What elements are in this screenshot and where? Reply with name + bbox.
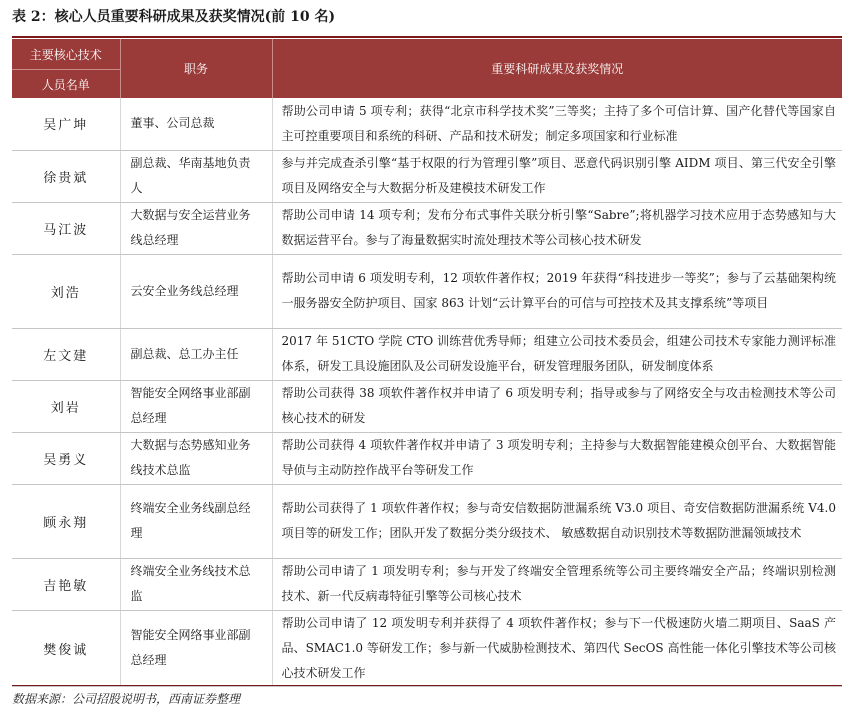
data-source-note: 数据来源：公司招股说明书，西南证券整理 <box>12 692 241 706</box>
table-row <box>12 610 842 686</box>
table-row <box>12 328 842 380</box>
staff-name: 顾永翔 <box>12 484 120 558</box>
header-achievements: 重要科研成果及获奖情况 <box>272 39 842 98</box>
staff-position: 董事、公司总裁 <box>120 98 272 150</box>
staff-name: 吉艳敏 <box>12 558 120 610</box>
staff-name: 马江波 <box>12 202 120 254</box>
header-staff-line1: 主要核心技术 <box>29 47 102 62</box>
staff-position: 大数据与安全运营业务线总经理 <box>120 202 272 254</box>
staff-position: 大数据与态势感知业务线技术总监 <box>120 432 272 484</box>
table-row <box>12 150 842 202</box>
staff-achievements: 帮助公司申请 5 项专利；获得“北京市科学技术奖”三等奖；主持了多个可信计算、国产化替代等国家自主可控重要项目和系统的科研、产品和技术研发；制定多项国家和行业标准 <box>272 98 842 150</box>
staff-name: 刘岩 <box>12 380 120 432</box>
staff-position: 智能安全网络事业部副总经理 <box>120 610 272 686</box>
staff-achievements: 帮助公司申请了 1 项发明专利；参与开发了终端安全管理系统等公司主要终端安全产品；终端识别检测技术、新一代反病毒特征引擎等公司核心技术 <box>272 558 842 610</box>
staff-name: 樊俊诚 <box>12 610 120 686</box>
table-row <box>12 202 842 254</box>
staff-achievements: 帮助公司申请 14 项专利；发布分布式事件关联分析引擎“Sabre”;将机器学习技术应用于态势感知与大数据运营平台。参与了海量数据实时流处理技术等公司核心技术研发 <box>272 202 842 254</box>
header-staff-list-2 <box>12 70 120 99</box>
staff-position: 终端安全业务线副总经理 <box>120 484 272 558</box>
staff-position: 副总裁、总工办主任 <box>120 328 272 380</box>
staff-name: 左文建 <box>12 328 120 380</box>
header-position: 职务 <box>120 39 272 98</box>
table-row <box>12 254 842 328</box>
staff-achievements: 帮助公司申请了 12 项发明专利并获得了 4 项软件著作权；参与下一代极速防火墙二期项目、SaaS 产品、SMAC1.0 等研发工作；参与新一代威胁检测技术、第四代 SecOS 高性能一体化引擎技术等公司核心技术研发工作 <box>272 610 842 686</box>
table-row <box>12 558 842 610</box>
staff-name: 吴勇义 <box>12 432 120 484</box>
staff-name: 徐贵斌 <box>12 150 120 202</box>
staff-position: 副总裁、华南基地负责人 <box>120 150 272 202</box>
staff-position: 终端安全业务线技术总监 <box>120 558 272 610</box>
table-row <box>12 484 842 558</box>
title-divider <box>12 36 842 38</box>
staff-achievements: 帮助公司获得 38 项软件著作权并申请了 6 项发明专利；指导或参与了网络安全与攻击检测技术等公司 核心技术的研发 <box>272 380 842 432</box>
staff-position: 智能安全网络事业部副总经理 <box>120 380 272 432</box>
staff-name: 吴广坤 <box>12 98 120 150</box>
table-row <box>12 432 842 484</box>
staff-achievements: 参与并完成查杀引擎“基于权限的行为管理引擎”项目、恶意代码识别引擎 AIDM 项目、第三代安全引擎项目及网络安全与大数据分析及建模技术研发工作 <box>272 150 842 202</box>
staff-achievements: 帮助公司申请 6 项发明专利，12 项软件著作权；2019 年获得“科技进步一等奖”；参与了云基础架构统一服务器安全防护项目、国家 863 计划“云计算平台的可信与可控技术及其支撑系统”等项目 <box>272 254 842 328</box>
table-row <box>12 380 842 432</box>
header-staff-list <box>12 39 120 70</box>
staff-achievements: 帮助公司获得 4 项软件著作权并申请了 3 项发明专利；主持参与大数据智能建模众创平台、大数据智能导侦与主动防控作战平台等研发工作 <box>272 432 842 484</box>
core-staff-table <box>12 39 842 687</box>
table-row <box>12 98 842 150</box>
staff-name: 刘浩 <box>12 254 120 328</box>
staff-achievements: 2017 年 51CTO 学院 CTO 训练营优秀导师；组建立公司技术委员会，组建公司技术专家能力测评标准体系，研发工具设施团队及公司研发设施平台，研发管理服务团队，研发制度体系 <box>272 328 842 380</box>
staff-achievements: 帮助公司获得了 1 项软件著作权；参与奇安信数据防泄漏系统 V3.0 项目、奇安信数据防泄漏系统 V4.0 项目等的研发工作；团队开发了数据分类分级技术、 敏感数据自动识别技术等数据防泄漏领域技术 <box>272 484 842 558</box>
bottom-divider <box>12 685 842 686</box>
header-staff-line2: 人员名单 <box>41 77 90 92</box>
staff-position: 云安全业务线总经理 <box>120 254 272 328</box>
table-title: 表 2：核心人员重要科研成果及获奖情况(前 10 名) <box>12 9 336 25</box>
